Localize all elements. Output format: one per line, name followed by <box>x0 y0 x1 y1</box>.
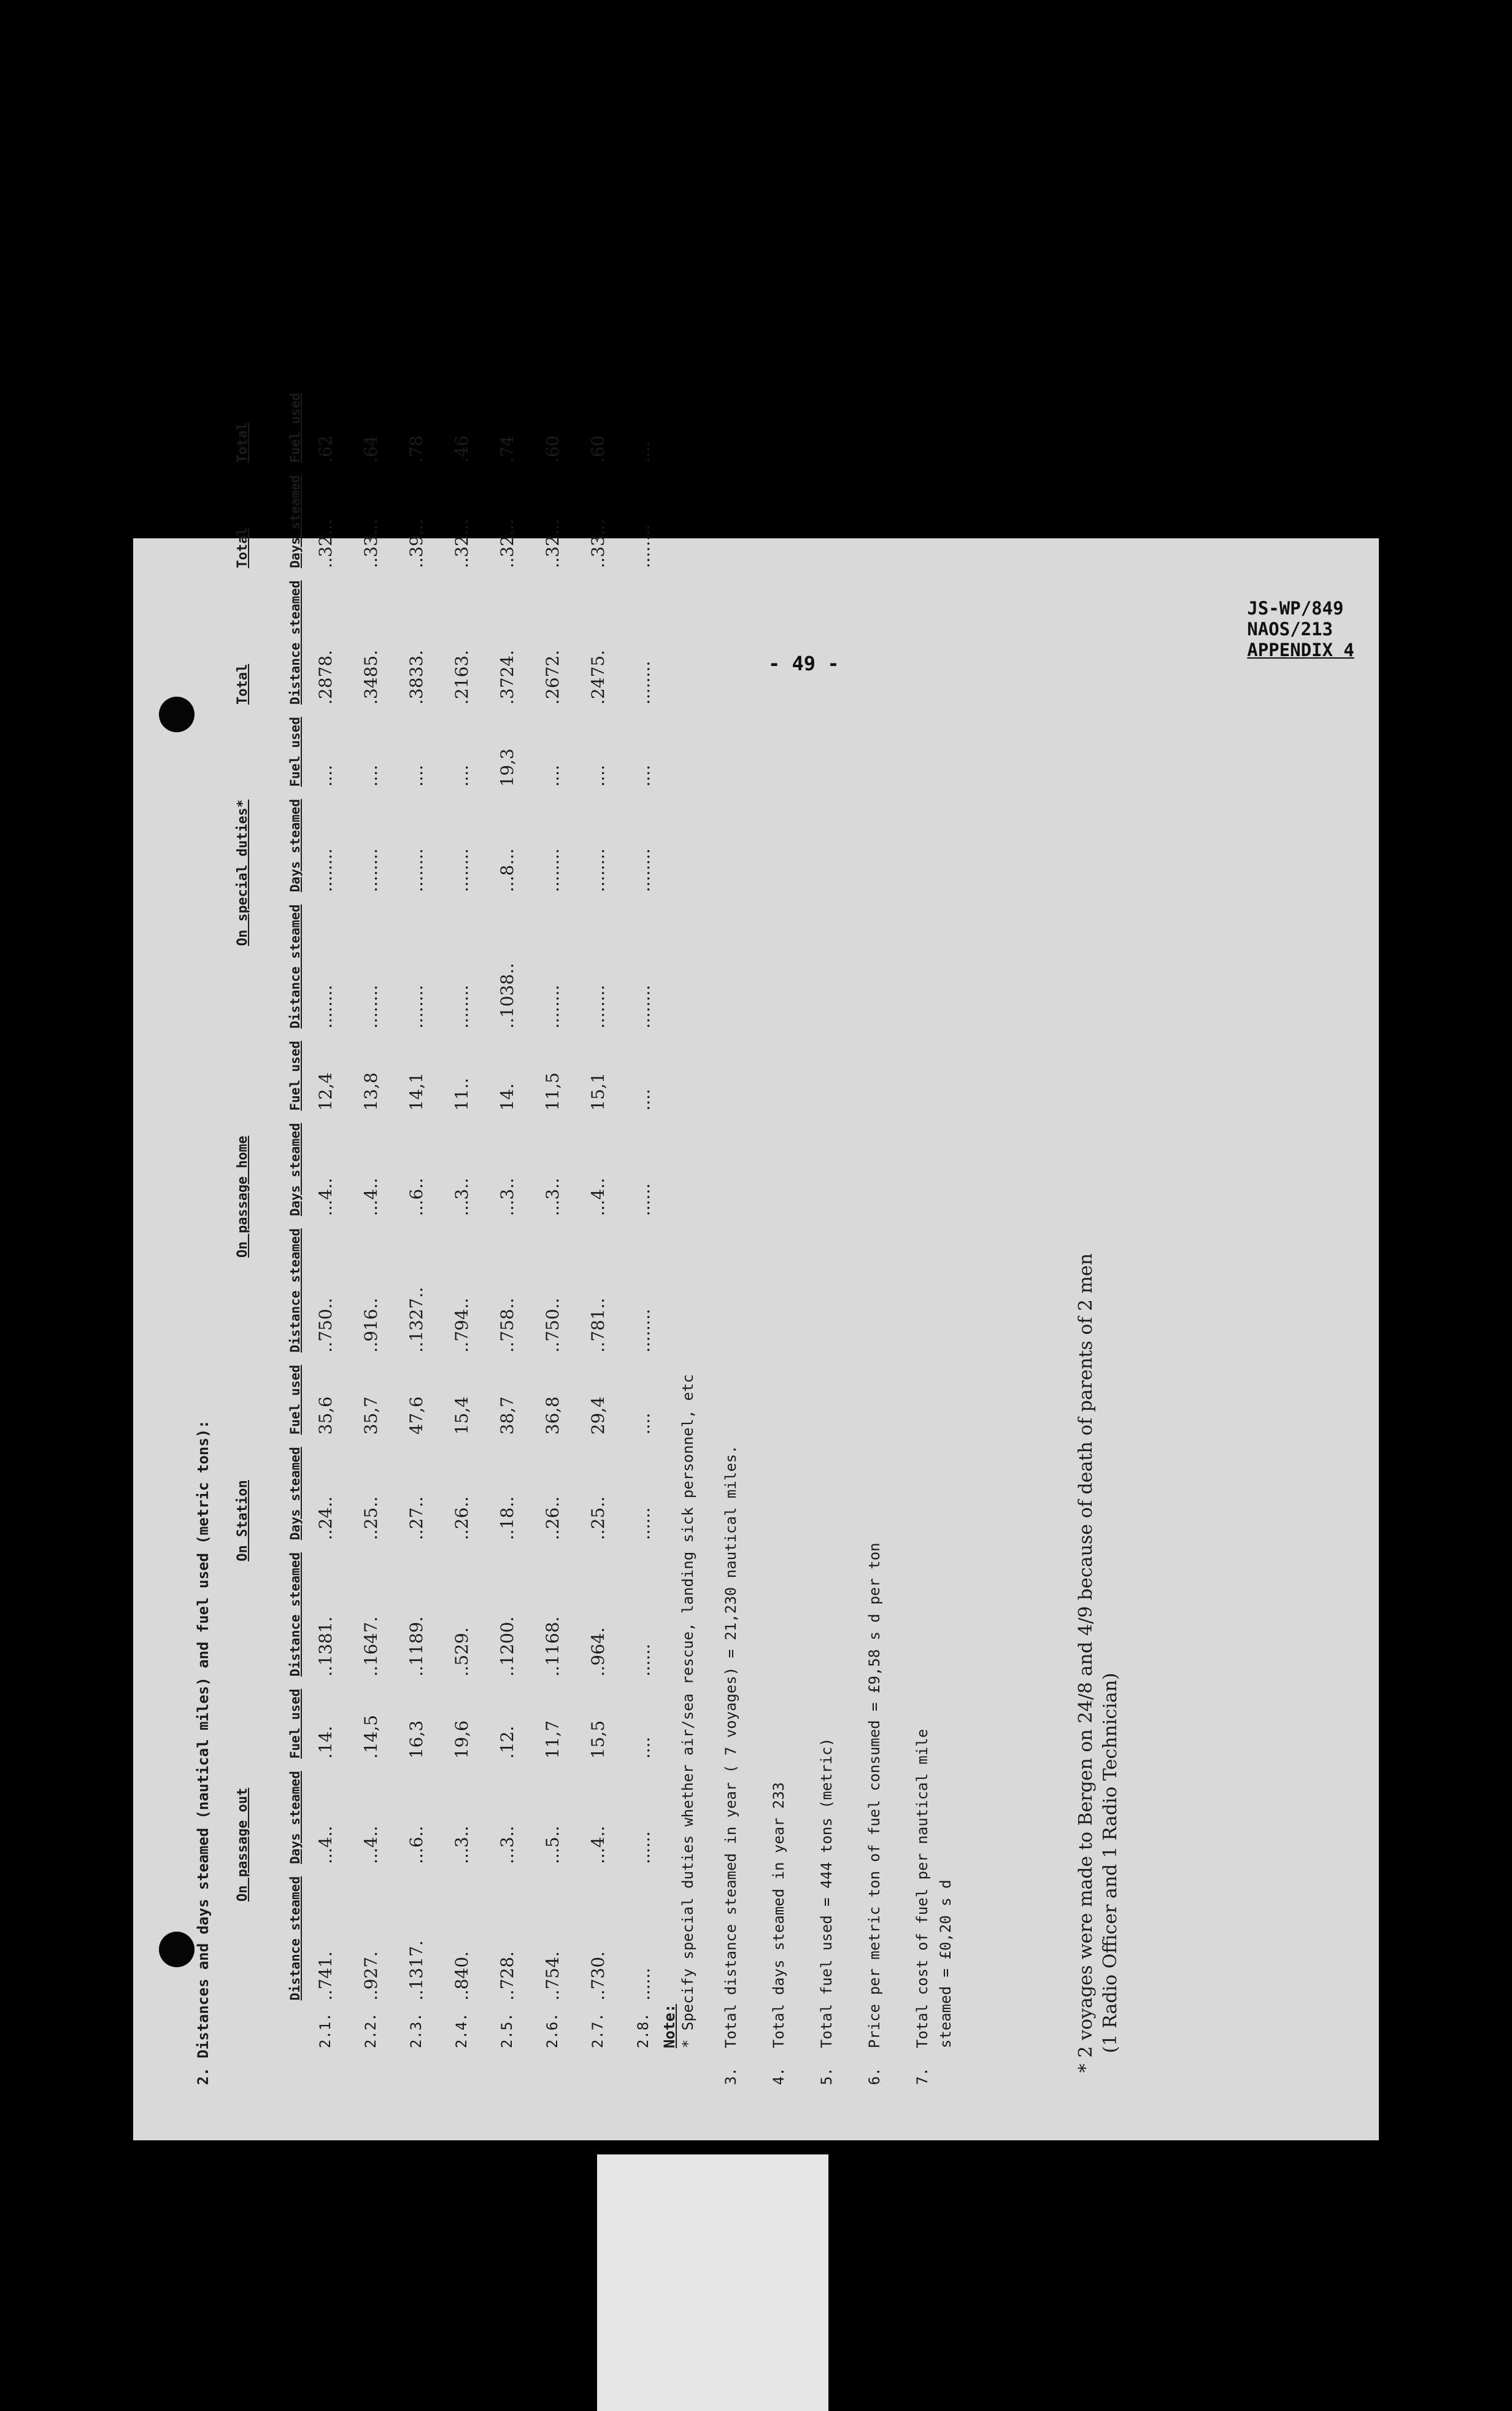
table-cell: ...4.. <box>315 1177 336 1217</box>
table-cell: .... <box>360 765 381 787</box>
table-row <box>393 387 439 2048</box>
table-cell: 11.. <box>451 1078 472 1111</box>
table-cell: ...4.. <box>587 1825 608 1864</box>
notes-text: * Specify special duties whether air/sea rescue, landing sick personnel, etc <box>679 1374 696 2048</box>
steaming-table <box>231 387 666 2048</box>
notes-label: Note: <box>661 2003 678 2048</box>
table-row <box>439 387 484 2048</box>
table-cell: ...3.. <box>496 1177 517 1217</box>
table-cell: 11,5 <box>542 1072 563 1111</box>
row-number: 2.7. <box>589 2013 606 2048</box>
column-header: Fuel used <box>288 1689 303 1759</box>
table-cell: ...... <box>633 1183 654 1217</box>
row-number: 2.1. <box>317 2013 334 2048</box>
table-cell: .3724. <box>496 649 517 705</box>
table-cell: .74 <box>496 435 517 463</box>
table-cell: ..25.. <box>587 1496 608 1541</box>
column-header: Days steamed <box>288 1447 303 1541</box>
column-header: Days steamed <box>288 799 303 892</box>
table-cell: .78 <box>406 435 426 463</box>
group-passage-home: On passage home <box>234 1136 250 1258</box>
column-header: Distance steamed <box>288 1552 303 1677</box>
table-cell: .60 <box>542 435 563 463</box>
table-cell: .14,5 <box>360 1714 381 1759</box>
row-number: 2.3. <box>407 2013 425 2048</box>
table-cell: .62 <box>315 435 336 463</box>
table-cell: ..1317. <box>406 1940 426 2001</box>
column-header: Fuel used <box>288 716 303 787</box>
column-header: Days steamed <box>288 474 303 568</box>
table-cell: 16,3 <box>406 1720 426 1759</box>
table-cell: .... <box>587 765 608 787</box>
table-cell: ..26.. <box>451 1496 472 1541</box>
table-cell: ..754. <box>542 1951 563 2001</box>
table-cell: ..794.. <box>451 1298 472 1353</box>
table-cell: .... <box>633 1736 654 1759</box>
item-number: 4. <box>770 2067 787 2085</box>
table-cell: ...... <box>633 1831 654 1864</box>
table-cell: ..1327.. <box>406 1287 426 1353</box>
item-text: Price per metric ton of fuel consumed = £9,58 s d per ton <box>866 1542 883 2048</box>
table-cell: ........ <box>633 848 654 892</box>
table-row <box>575 387 620 2048</box>
table-cell: ..529. <box>451 1627 472 1677</box>
column-header: Distance steamed <box>288 1876 303 2001</box>
table-cell: ...4.. <box>587 1177 608 1217</box>
table-cell: .12. <box>496 1725 517 1759</box>
table-cell: ........ <box>633 660 654 705</box>
table-row <box>484 387 530 2048</box>
table-cell: ........ <box>406 985 426 1029</box>
item-text: steamed = £0,20 s d <box>937 1879 954 2048</box>
rotated-content <box>182 393 1189 2085</box>
table-cell: 36,8 <box>542 1396 563 1435</box>
table-cell: ..741. <box>315 1951 336 2001</box>
table-cell: ..750.. <box>542 1298 563 1353</box>
table-cell: 13,8 <box>360 1072 381 1111</box>
table-cell: ..39... <box>406 519 426 568</box>
table-cell: ..32... <box>496 519 517 568</box>
table-cell: .64 <box>360 435 381 463</box>
table-cell: ........ <box>633 524 654 568</box>
footnote-line-2: (1 Radio Officer and 1 Radio Technician) <box>1100 1673 1121 2053</box>
table-cell: ...3.. <box>451 1825 472 1864</box>
table-cell: .... <box>633 765 654 787</box>
table-cell: ...8... <box>496 848 517 892</box>
table-cell: 12,4 <box>315 1072 336 1111</box>
group-total-days: Total <box>234 527 250 568</box>
reference-header <box>1247 598 1354 660</box>
table-cell: ..33... <box>360 519 381 568</box>
table-cell: 29,4 <box>587 1396 608 1435</box>
table-cell: ...... <box>633 1967 654 2001</box>
table-cell: ..1189. <box>406 1616 426 1677</box>
table-cell: ..916.. <box>360 1298 381 1353</box>
table-cell: ...... <box>633 1643 654 1677</box>
table-cell: 38,7 <box>496 1396 517 1435</box>
table-cell: ...3.. <box>451 1177 472 1217</box>
table-cell: ..32... <box>451 519 472 568</box>
table-cell: ..758.. <box>496 1298 517 1353</box>
table-cell: ........ <box>315 985 336 1029</box>
table-cell: ........ <box>587 848 608 892</box>
table-cell: 19,6 <box>451 1720 472 1759</box>
row-number: 2.6. <box>544 2013 561 2048</box>
table-cell: ..750.. <box>315 1298 336 1353</box>
column-header: Days steamed <box>288 1123 303 1217</box>
reference-line-2: NAOS/213 <box>1247 619 1333 640</box>
group-passage-out: On passage out <box>234 1787 250 1902</box>
table-cell: .... <box>542 765 563 787</box>
table-cell: ........ <box>315 848 336 892</box>
table-row <box>620 387 666 2048</box>
table-cell: ........ <box>542 848 563 892</box>
table-cell: ..32... <box>542 519 563 568</box>
group-total-fuel: Total <box>234 422 250 463</box>
table-cell: ........ <box>360 985 381 1029</box>
table-cell: ..964. <box>587 1627 608 1677</box>
table-cell: ........ <box>451 985 472 1029</box>
table-cell: 11,7 <box>542 1720 563 1759</box>
group-special-duties: On special duties* <box>234 799 250 946</box>
table-cell: .2878. <box>315 649 336 705</box>
group-header-row <box>231 387 253 2048</box>
table-cell: 15,5 <box>587 1720 608 1759</box>
table-cell: 14,1 <box>406 1072 426 1111</box>
table-cell: ...6.. <box>406 1177 426 1217</box>
table-cell: ..1038.. <box>496 962 517 1029</box>
table-cell: .46 <box>451 435 472 463</box>
table-cell: ..1647. <box>360 1616 381 1677</box>
group-total-distance: Total <box>234 664 250 705</box>
table-cell: ........ <box>633 1309 654 1353</box>
table-cell: 35,7 <box>360 1396 381 1435</box>
table-cell: 14. <box>496 1083 517 1111</box>
item-number: 7. <box>914 2067 931 2085</box>
table-cell: ..728. <box>496 1951 517 2001</box>
table-cell: ...6.. <box>406 1825 426 1864</box>
item-number: 5. <box>818 2067 835 2085</box>
table-cell: .... <box>633 1412 654 1435</box>
page-number: - 49 - <box>768 652 839 675</box>
table-cell: ..840. <box>451 1951 472 2001</box>
table-cell: ..927. <box>360 1951 381 2001</box>
row-number: 2.8. <box>634 2013 652 2048</box>
column-header: Fuel used <box>288 393 303 463</box>
table-cell: ........ <box>451 848 472 892</box>
table-cell: .2163. <box>451 649 472 705</box>
column-header: Distance steamed <box>288 904 303 1029</box>
table-cell: ...5.. <box>542 1825 563 1864</box>
table-cell: 15,1 <box>587 1072 608 1111</box>
item-number: 6. <box>866 2067 883 2085</box>
reference-line-3: APPENDIX 4 <box>1247 640 1354 660</box>
table-cell: .... <box>406 765 426 787</box>
table-cell: ........ <box>633 985 654 1029</box>
item-text: Total fuel used = 444 tons (metric) <box>818 1738 835 2048</box>
table-cell: ...... <box>633 1507 654 1541</box>
table-cell: ........ <box>360 848 381 892</box>
table-cell: .... <box>451 765 472 787</box>
table-cell: ..33... <box>587 519 608 568</box>
table-cell: ..1168. <box>542 1616 563 1677</box>
table-cell: ..25.. <box>360 1496 381 1541</box>
item-number: 3. <box>722 2067 739 2085</box>
column-header-row <box>253 387 303 2048</box>
item-text: Total cost of fuel per nautical mile <box>914 1728 931 2048</box>
reference-line-1: JS-WP/849 <box>1247 598 1344 619</box>
table-cell: ..24.. <box>315 1496 336 1541</box>
paper-slip <box>597 2154 828 2411</box>
table-cell: ...4.. <box>315 1825 336 1864</box>
table-cell: ........ <box>587 985 608 1029</box>
table-cell: ..730. <box>587 1951 608 2001</box>
table-cell: 47,6 <box>406 1396 426 1435</box>
table-cell: ..18.. <box>496 1496 517 1541</box>
table-cell: ..1381. <box>315 1616 336 1677</box>
table-cell: ...4.. <box>360 1177 381 1217</box>
table-cell: .60 <box>587 435 608 463</box>
table-cell: .3833. <box>406 649 426 705</box>
section-title: 2. Distances and days steamed (nautical miles) and fuel used (metric tons): <box>195 1420 212 2085</box>
table-row <box>303 387 348 2048</box>
table-cell: .... <box>633 441 654 463</box>
table-cell: 15,4 <box>451 1396 472 1435</box>
table-cell: .... <box>633 1088 654 1111</box>
column-header: Days steamed <box>288 1771 303 1864</box>
table-cell: ..1200. <box>496 1616 517 1677</box>
footnote-line-1: * 2 voyages were made to Bergen on 24/8 and 4/9 because of death of parents of 2 men <box>1075 1253 1097 2073</box>
table-cell: .2475. <box>587 649 608 705</box>
table-cell: ...3.. <box>496 1825 517 1864</box>
table-cell: ..781.. <box>587 1298 608 1353</box>
table-cell: ........ <box>542 985 563 1029</box>
table-cell: ..32... <box>315 519 336 568</box>
table-cell: .14. <box>315 1725 336 1759</box>
column-header: Fuel used <box>288 1040 303 1111</box>
table-row <box>348 387 393 2048</box>
item-text: Total distance steamed in year ( 7 voyages) = 21,230 nautical miles. <box>722 1445 739 2048</box>
column-header: Distance steamed <box>288 1228 303 1353</box>
column-header: Distance steamed <box>288 580 303 705</box>
table-cell: .3485. <box>360 649 381 705</box>
table-cell: 35,6 <box>315 1396 336 1435</box>
document-page <box>133 393 1379 2140</box>
table-row <box>530 387 575 2048</box>
table-cell: ..27.. <box>406 1496 426 1541</box>
table-cell: .2672. <box>542 649 563 705</box>
column-header: Fuel used <box>288 1364 303 1435</box>
table-cell: 19,3 <box>496 748 517 787</box>
item-text: Total days steamed in year 233 <box>770 1782 787 2048</box>
row-number: 2.5. <box>498 2013 515 2048</box>
table-cell: ...3.. <box>542 1177 563 1217</box>
table-cell: ........ <box>406 848 426 892</box>
table-cell: ..26.. <box>542 1496 563 1541</box>
table-cell: .... <box>315 765 336 787</box>
row-number: 2.2. <box>362 2013 379 2048</box>
row-number: 2.4. <box>453 2013 470 2048</box>
table-cell: ...4.. <box>360 1825 381 1864</box>
group-on-station: On Station <box>234 1480 250 1562</box>
